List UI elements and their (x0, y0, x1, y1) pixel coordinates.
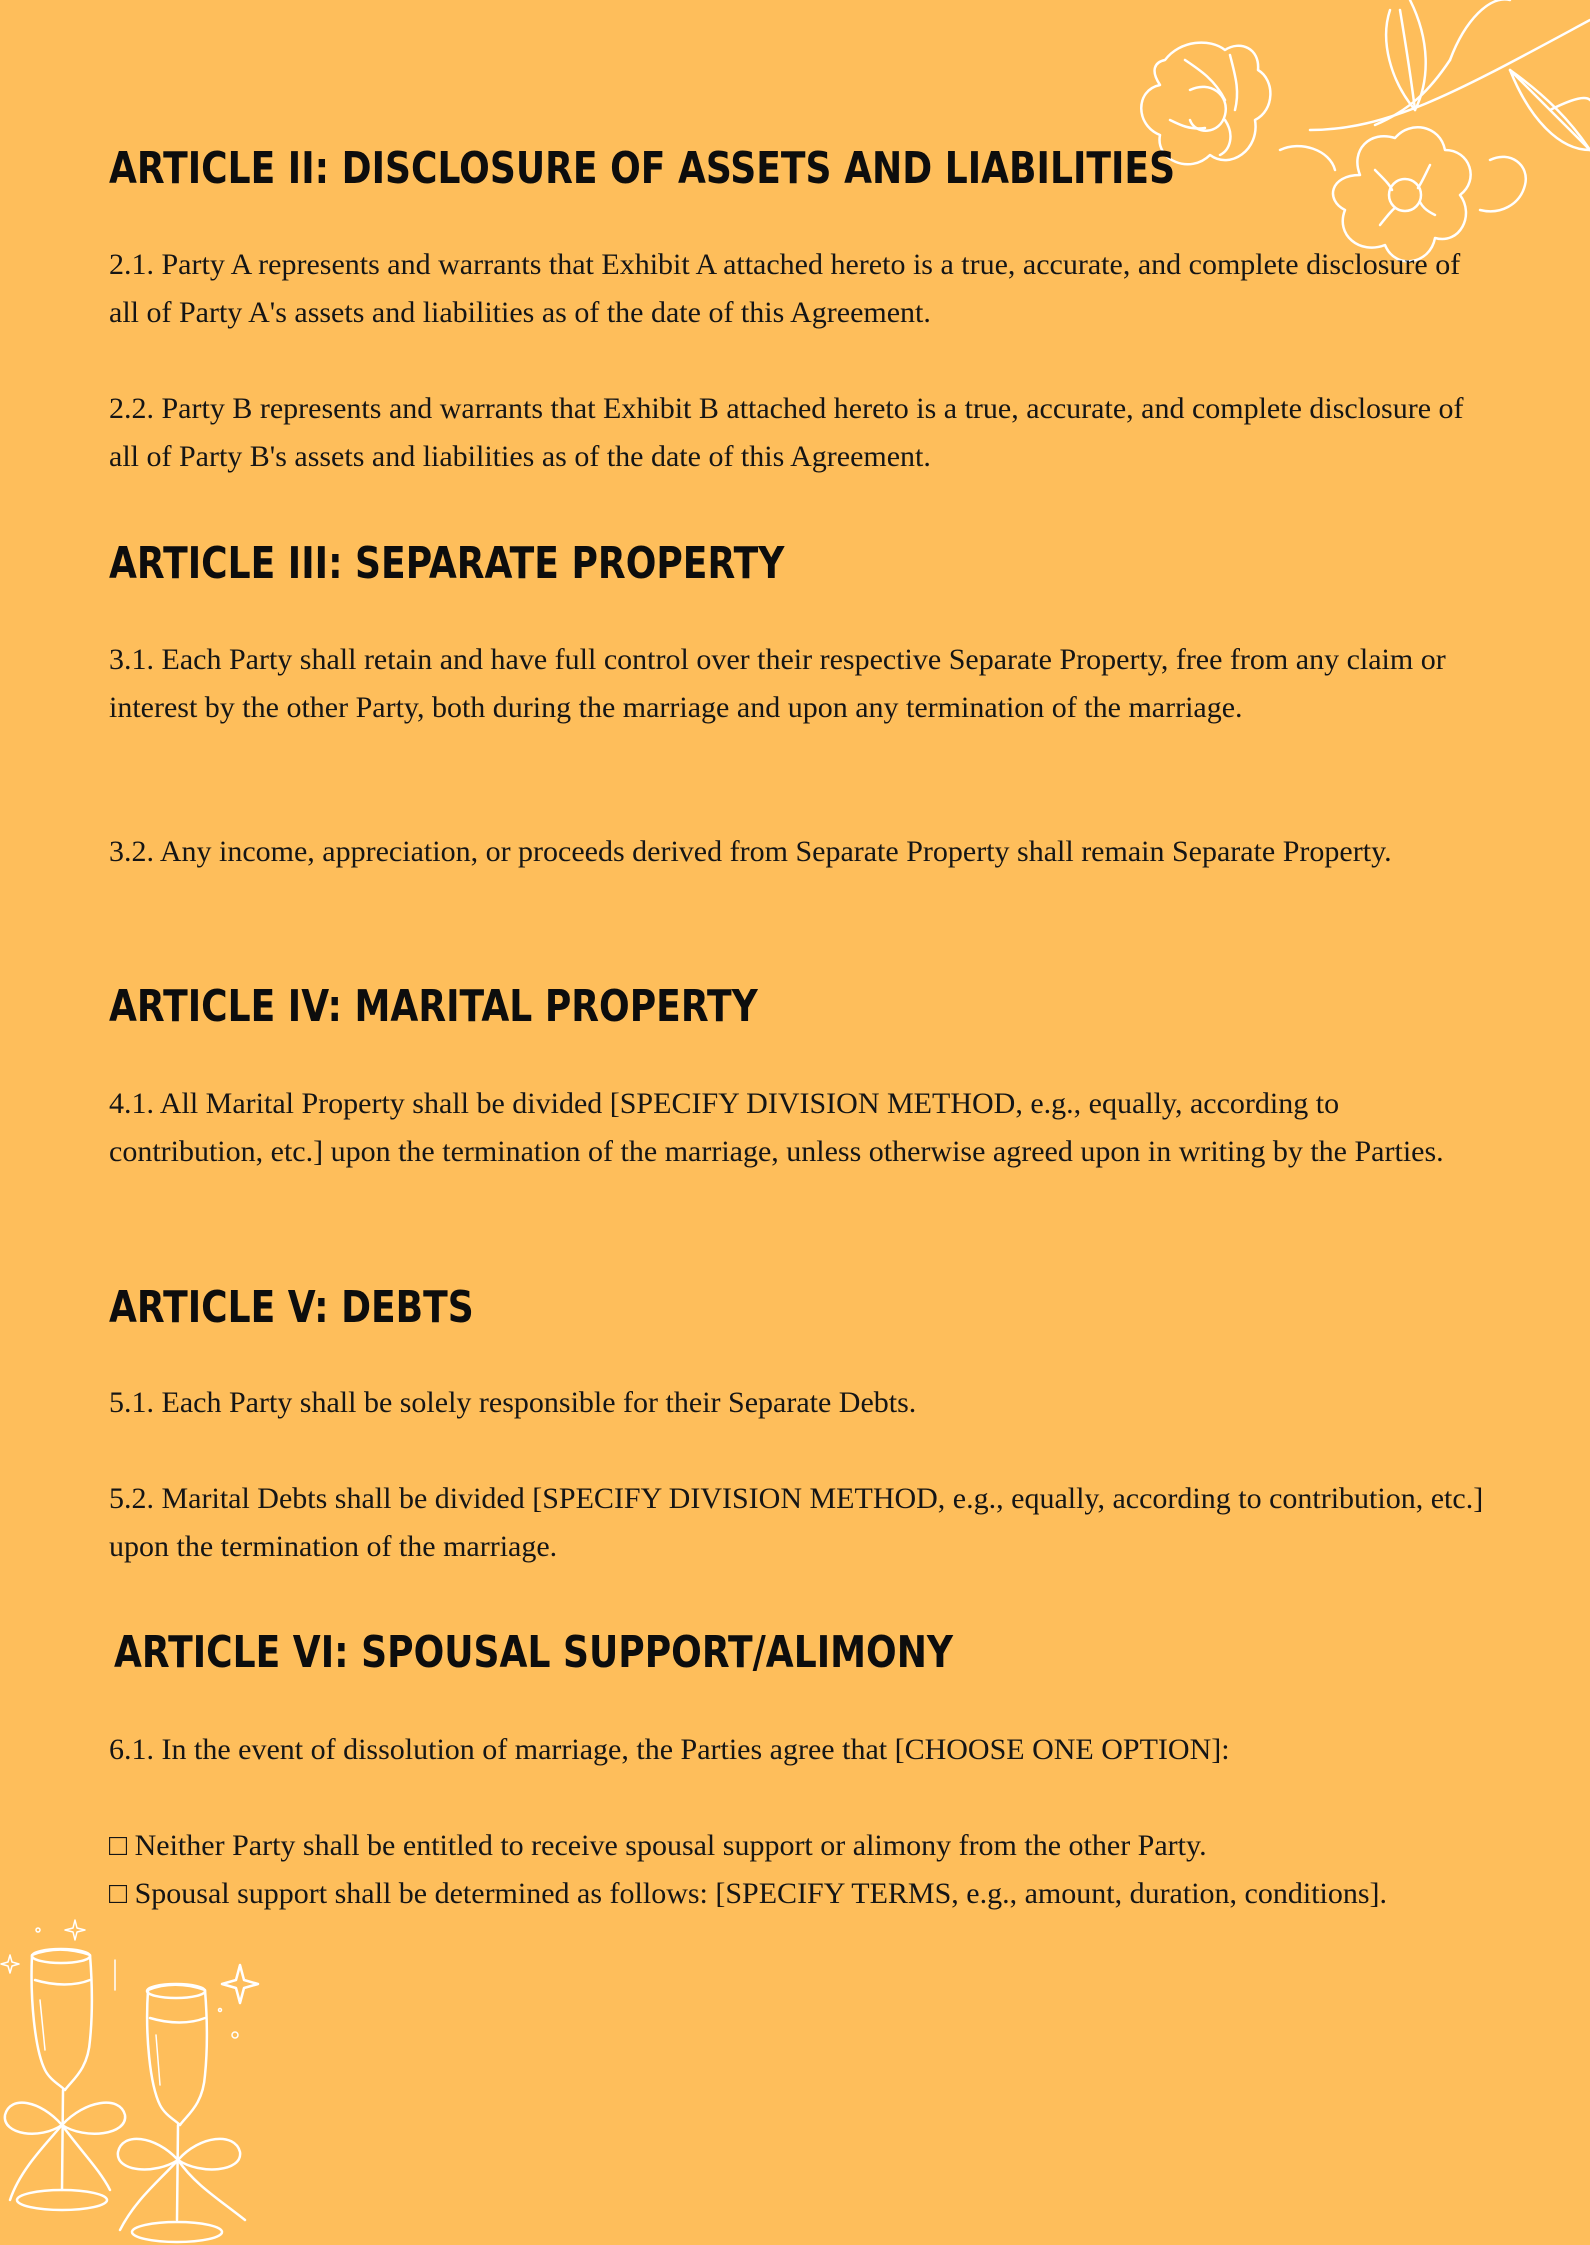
article-5-heading: ARTICLE V: DEBTS (109, 1282, 474, 1333)
article-2-paragraph-2: 2.2. Party B represents and warrants that Exhibit B attached hereto is a true, accurate, and complete disclosure of all of Party B's assets and liabilities as of the date of this Agreement. (109, 392, 1464, 473)
article-2-heading: ARTICLE II: DISCLOSURE OF ASSETS AND LIABILITIES (109, 143, 1176, 194)
article-2-paragraph-1: 2.1. Party A represents and warrants that Exhibit A attached hereto is a true, accurate, and complete disclosure of all of Party A's assets and liabilities as of the date of this Agreement. (109, 248, 1461, 329)
article-3-paragraph-1: 3.1. Each Party shall retain and have full control over their respective Separate Property, free from any claim or interest by the other Party, both during the marriage and upon any termination of the marriage. (109, 643, 1446, 724)
article-5-paragraph-1: 5.1. Each Party shall be solely responsible for their Separate Debts. (109, 1386, 917, 1419)
article-6-option-1: □ Neither Party shall be entitled to receive spousal support or alimony from the other Party. (109, 1829, 1207, 1862)
article-4-paragraph-1: 4.1. All Marital Property shall be divided [SPECIFY DIVISION METHOD, e.g., equally, according to contribution, etc.] upon the termination of the marriage, unless otherwise agreed upon in writing by the Parties. (109, 1087, 1444, 1168)
article-3-heading: ARTICLE III: SEPARATE PROPERTY (109, 538, 785, 589)
champagne-glasses-illustration (0, 1900, 260, 2245)
article-6-paragraph-1: 6.1. In the event of dissolution of marriage, the Parties agree that [CHOOSE ONE OPTION]: (109, 1733, 1230, 1766)
article-6-heading: ARTICLE VI: SPOUSAL SUPPORT/ALIMONY (114, 1627, 954, 1678)
article-6-option-2: □ Spousal support shall be determined as follows: [SPECIFY TERMS, e.g., amount, duration, conditions]. (109, 1877, 1388, 1910)
article-5-paragraph-2: 5.2. Marital Debts shall be divided [SPECIFY DIVISION METHOD, e.g., equally, according to contribution, etc.] upon the termination of the marriage. (109, 1482, 1484, 1563)
article-4-heading: ARTICLE IV: MARITAL PROPERTY (109, 981, 758, 1032)
article-3-paragraph-2: 3.2. Any income, appreciation, or proceeds derived from Separate Property shall remain Separate Property. (109, 835, 1392, 868)
